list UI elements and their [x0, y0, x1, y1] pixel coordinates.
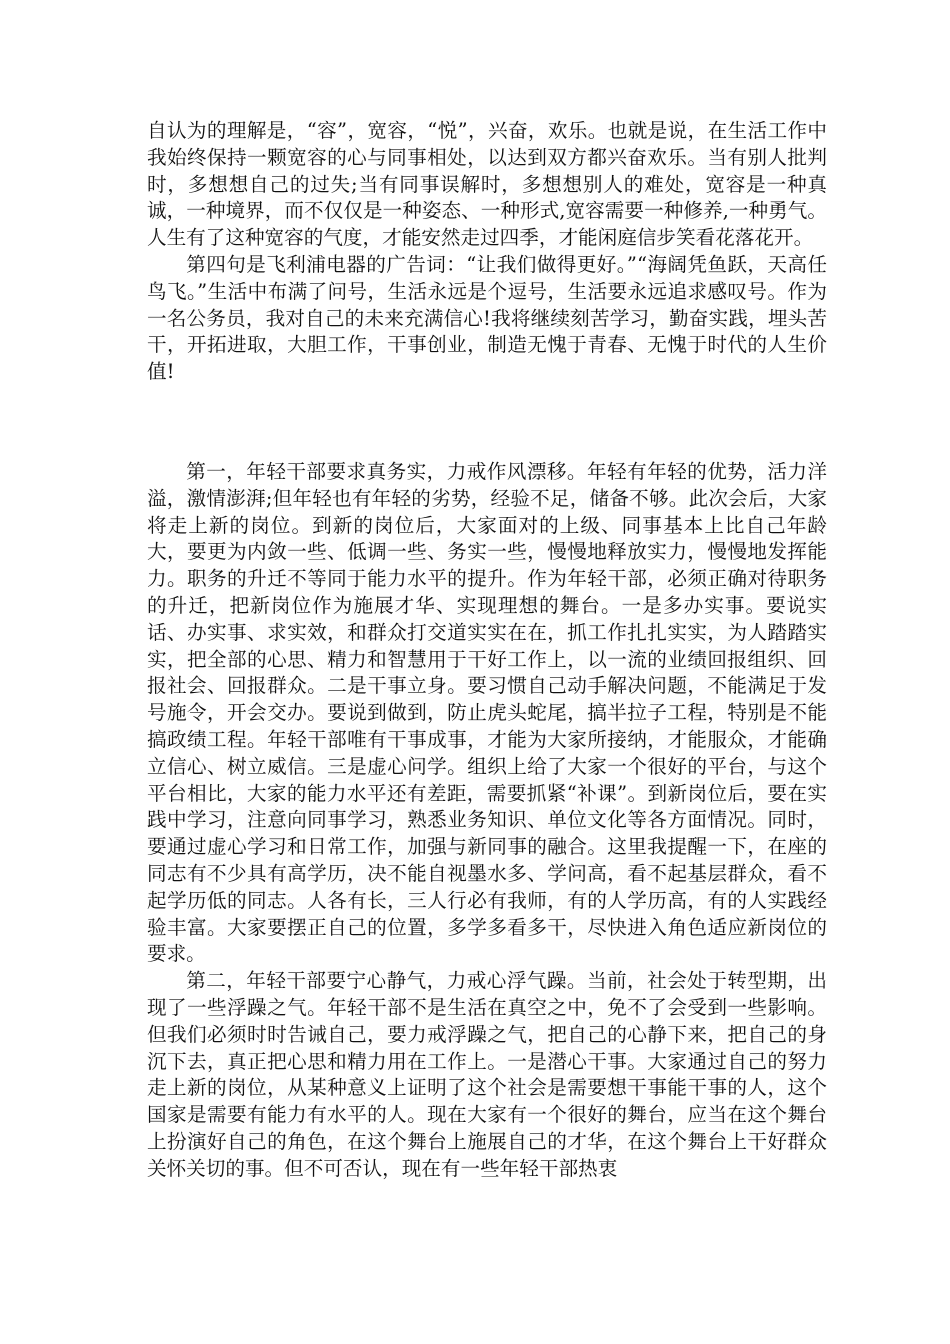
paragraph-fourth-sentence-philips: 第四句是飞利浦电器的广告词：“让我们做得更好。”“海阔凭鱼跃，天高任鸟飞。”生活中布满了问号，生活永远是个逗号，生活要永远追求感叹号。作为一名公务员，我对自己的未来充满信心!我将继续刻苦学习，勤奋实践，埋头苦干，开拓进取，大胆工作，干事创业，制造无愧于青春、无愧于时代的人生价值!	[147, 252, 827, 384]
paragraph-first-practical: 第一，年轻干部要求真务实，力戒作风漂移。年轻有年轻的优势，活力洋溢，激情澎湃;但年轻也有年轻的劣势，经验不足，储备不够。此次会后，大家将走上新的岗位。到新的岗位后，大家面对的上级、同事基本上比自己年龄大，要更为内敛一些、低调一些、务实一些，慢慢地释放实力，慢慢地发挥能力。职务的升迁不等同于能力水平的提升。作为年轻干部，必须正确对待职务的升迁，把新岗位作为施展才华、实现理想的舞台。一是多办实事。要说实话、办实事、求实效，和群众打交道实实在在，抓工作扎扎实实，为人踏踏实实，把全部的心思、精力和智慧用于干好工作上，以一流的业绩回报组织、回报社会、回报群众。二是干事立身。要习惯自己动手解决问题，不能满足于发号施令，开会交办。要说到做到，防止虎头蛇尾，搞半拉子工程，特别是不能搞政绩工程。年轻干部唯有干事成事，才能为大家所接纳，才能服众，才能确立信心、树立威信。三是虚心问学。组织上给了大家一个很好的平台，与这个平台相比，大家的能力水平还有差距，需要抓紧“补课”。到新岗位后，要在实践中学习，注意向同事学习，熟悉业务知识、单位文化等各方面情况。同时，要通过虚心学习和日常工作，加强与新同事的融合。这里我提醒一下，在座的同志有不少具有高学历，决不能自视墨水多、学问高，看不起基层群众，看不起学历低的同志。人各有长，三人行必有我师，有的人学历高，有的人实践经验丰富。大家要摆正自己的位置，多学多看多干，尽快进入角色适应新岗位的要求。	[147, 459, 827, 966]
paragraph-second-calm: 第二，年轻干部要宁心静气，力戒心浮气躁。当前，社会处于转型期，出现了一些浮躁之气。年轻干部不是生活在真空之中，免不了会受到一些影响。但我们必须时时告诫自己，要力戒浮躁之气，把自己的心静下来，把自己的身沉下去，真正把心思和精力用在工作上。一是潜心干事。大家通过自己的努力走上新的岗位，从某种意义上证明了这个社会是需要想干事能干事的人，这个国家是需要有能力有水平的人。现在大家有一个很好的舞台，应当在这个舞台上扮演好自己的角色，在这个舞台上施展自己的才华，在这个舞台上干好群众关怀关切的事。但不可否认，现在有一些年轻干部热衷	[147, 969, 827, 1180]
paragraph-tolerance-understanding: 自认为的理解是，“容”，宽容，“悦”，兴奋，欢乐。也就是说，在生活工作中我始终保持一颗宽容的心与同事相处，以达到双方都兴奋欢乐。当有别人批判时，多想想自己的过失;当有同事误解时，多想想别人的难处，宽容是一种真诚，一种境界，而不仅仅是一种姿态、一种形式,宽容需要一种修养,一种勇气。人生有了这种宽容的气度，才能安然走过四季，才能闲庭信步笑看花落花开。	[147, 119, 827, 250]
document-body	[147, 118, 827, 1182]
section-spacer	[147, 386, 827, 459]
